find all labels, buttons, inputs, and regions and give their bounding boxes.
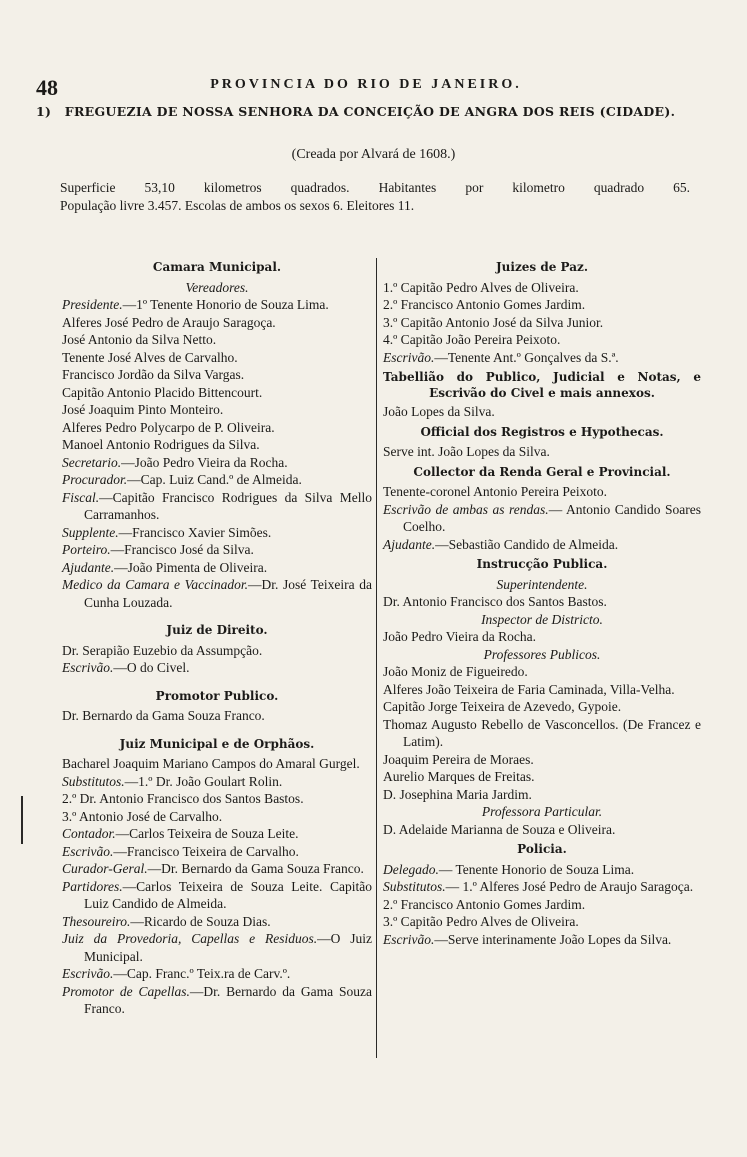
stats-line-1: Superficie 53,10 kilometros quadrados. Habitantes por kilometro quadrado 65. — [60, 180, 690, 195]
contador-entry — [62, 825, 372, 843]
substituto-2: 2.º Dr. Antonio Francisco dos Santos Bastos. — [62, 791, 304, 806]
professor-entry: Capitão Jorge Teixeira de Azevedo, Gypoie. — [383, 699, 622, 714]
vereador-entry: Francisco Jordão da Silva Vargas. — [62, 367, 245, 382]
section-title-text: FREGUEZIA DE NOSSA SENHORA DA CONCEIÇÃO DE ANGRA DOS REIS (CIDADE). — [64, 104, 676, 119]
substitutos-entry — [62, 773, 372, 791]
escrivao-label: Escrivão. — [62, 843, 114, 859]
provedoria-label: Juiz da Provedoria, Capellas e Residuos. — [62, 931, 318, 946]
camara-heading: Camara Municipal. — [152, 260, 282, 274]
collector-ajudante — [383, 536, 701, 554]
page-number: 48 — [36, 75, 58, 100]
juiz-municipal-entry: Bacharel Joaquim Mariano Campos do Amaral Gurgel. — [62, 756, 360, 771]
fiscal-entry — [62, 489, 372, 524]
thesoureiro-label: Thesoureiro. — [62, 913, 131, 929]
section-title — [36, 104, 696, 119]
substitutos-label: Substitutos. — [62, 773, 125, 789]
margin-mark — [21, 796, 23, 844]
policia-substituto-3: 3.º Capitão Pedro Alves de Oliveira. — [383, 914, 579, 929]
vereador-entry: José Joaquim Pinto Monteiro. — [62, 402, 224, 417]
secretario-entry — [62, 454, 372, 472]
column-divider — [376, 258, 377, 1058]
ajudante-label: Ajudante. — [62, 559, 115, 575]
collector-escrivao-value: — Antonio Candido Soares Coelho. — [403, 501, 701, 534]
policia-substitutos-label: Substitutos. — [383, 879, 446, 894]
professora-entry: D. Adelaide Marianna de Souza e Oliveira. — [383, 821, 616, 837]
professor-entry: João Moniz de Figueiredo. — [383, 664, 528, 679]
substituto-1: —1.º Dr. João Goulart Rolin. — [124, 773, 283, 789]
thesoureiro-value: —Ricardo de Souza Dias. — [130, 913, 271, 929]
supplente-label: Supplente. — [62, 524, 119, 540]
policia-heading: Policia. — [517, 842, 567, 856]
statistics — [60, 179, 690, 215]
juiz-direito-escrivao — [62, 659, 372, 677]
juiz-paz-entry: 1.º Capitão Pedro Alves de Oliveira. — [383, 279, 579, 295]
promotor-capellas-label: Promotor de Capellas. — [62, 983, 190, 999]
creation-note: (Creada por Alvará de 1608.) — [291, 147, 456, 162]
partidores-value: —Carlos Teixeira de Souza Leite. Capitão Luiz Candido de Almeida. — [84, 878, 372, 911]
medico-label: Medico da Camara e Vaccinador. — [62, 577, 249, 592]
escrivao2-value: —Cap. Franc.º Teix.ra de Carv.º. — [113, 966, 291, 981]
juizes-paz-heading: Juizes de Paz. — [495, 260, 588, 274]
collector-entry: Tenente-coronel Antonio Pereira Peixoto. — [383, 484, 607, 499]
thesoureiro-entry — [62, 913, 372, 931]
juizes-paz-escrivao — [383, 349, 701, 367]
juiz-municipal-heading: Juiz Municipal e de Orphãos. — [119, 736, 315, 751]
superintendente-entry: Dr. Antonio Francisco dos Santos Bastos. — [383, 594, 607, 609]
promotor-heading: Promotor Publico. — [155, 688, 279, 703]
fiscal-label: Fiscal. — [62, 489, 100, 505]
juiz-direito-heading: Juiz de Direito. — [166, 623, 268, 637]
policia-escrivao — [383, 931, 701, 949]
vereador-entry: Manoel Antonio Rodrigues da Silva. — [62, 437, 260, 452]
registros-heading: Official dos Registros e Hypothecas. — [420, 424, 664, 439]
vereador-entry: José Antonio da Silva Netto. — [62, 332, 217, 347]
left-column — [62, 256, 372, 1018]
policia-substitutos — [383, 878, 701, 896]
stats-line-2: População livre 3.457. Escolas de ambos os sexos 6. Eleitores 11. — [60, 198, 415, 213]
procurador-label: Procurador. — [62, 472, 128, 487]
secretario-label: Secretario. — [62, 454, 122, 470]
professores-label: Professores Publicos. — [483, 646, 601, 662]
tabelliao-heading: Tabellião do Publico, Judicial e Notas, e Escrivão do Civel e mais annexos. — [383, 370, 701, 400]
registros-entry: Serve int. João Lopes da Silva. — [383, 444, 550, 459]
escrivao-value: —Francisco Teixeira de Carvalho. — [113, 843, 299, 859]
juiz-paz-entry: 2.º Francisco Antonio Gomes Jardim. — [383, 297, 586, 312]
escrivao-value: —O do Civel. — [113, 660, 190, 675]
collector-ajudante-value: —Sebastião Candido de Almeida. — [435, 536, 619, 552]
curador-entry — [62, 860, 372, 878]
juiz-paz-entry: 3.º Capitão Antonio José da Silva Junior. — [383, 314, 604, 330]
promotor-capellas-value: —Dr. Bernardo da Gama Souza Franco. — [84, 983, 372, 1016]
tabelliao-entry: João Lopes da Silva. — [383, 404, 495, 419]
porteiro-entry — [62, 541, 372, 559]
medico-entry — [62, 576, 372, 611]
professor-entry: Aurelio Marques de Freitas. — [383, 769, 535, 784]
curador-label: Curador-Geral. — [62, 861, 148, 876]
policia-substituto-2: 2.º Francisco Antonio Gomes Jardim. — [383, 896, 586, 912]
professor-entry: D. Josephina Maria Jardim. — [383, 786, 532, 802]
fiscal-value: —Capitão Francisco Rodrigues da Silva Mello Carramanhos. — [84, 489, 372, 522]
presidente-entry — [62, 296, 372, 314]
partidores-label: Partidores. — [62, 878, 123, 894]
medico-value: —Dr. José Teixeira da Cunha Louzada. — [84, 577, 372, 610]
escrivao2-label: Escrivão. — [62, 966, 114, 981]
professor-entry: Alferes João Teixeira de Faria Caminada, Villa-Velha. — [383, 681, 675, 697]
presidente-label: Presidente. — [62, 297, 123, 312]
policia-escrivao-value: —Serve interinamente João Lopes da Silva. — [434, 931, 672, 947]
delegado-label: Delegado. — [383, 861, 439, 877]
policia-escrivao-label: Escrivão. — [383, 931, 435, 947]
vereador-entry: Tenente José Alves de Carvalho. — [62, 349, 238, 365]
vereador-entry: Alferes José Pedro de Araujo Saragoça. — [62, 314, 276, 330]
vereador-entry: Alferes Pedro Polycarpo de P. Oliveira. — [62, 419, 275, 435]
escrivao-value: —Tenente Ant.º Gonçalves da S.ª. — [434, 349, 619, 365]
juiz-direito-entry: Dr. Serapião Euzebio da Assumpção. — [62, 642, 263, 658]
right-column — [383, 256, 701, 948]
vereadores-subheading: Vereadores. — [185, 279, 249, 295]
collector-escrivao — [383, 501, 701, 536]
professor-entry: Joaquim Pereira de Moraes. — [383, 751, 534, 767]
juiz-paz-entry: 4.º Capitão João Pereira Peixoto. — [383, 332, 561, 347]
provedoria-entry — [62, 930, 372, 965]
escrivao-entry — [62, 843, 372, 861]
professor-entry: Thomaz Augusto Rebello de Vasconcellos. (De Francez e Latim). — [383, 716, 701, 749]
provedoria-value: —O Juiz Municipal. — [84, 931, 372, 964]
secretario-value: —João Pedro Vieira da Rocha. — [121, 454, 288, 470]
delegado-value: — Tenente Honorio de Souza Lima. — [438, 861, 635, 877]
instruccao-heading: Instrucção Publica. — [476, 557, 608, 571]
contador-value: —Carlos Teixeira de Souza Leite. — [115, 826, 299, 841]
procurador-value: —Cap. Luiz Cand.º de Almeida. — [127, 472, 302, 487]
ajudante-entry — [62, 559, 372, 577]
professora-label: Professora Particular. — [481, 804, 603, 819]
policia-substituto-1: — 1.º Alferes José Pedro de Araujo Saragoça. — [445, 879, 694, 894]
running-title: PROVINCIA DO RIO DE JANEIRO. — [210, 77, 522, 92]
escrivao-label: Escrivão. — [62, 660, 114, 675]
supplente-value: —Francisco Xavier Simões. — [118, 524, 272, 540]
escrivao-label: Escrivão. — [383, 349, 435, 365]
collector-heading: Collector da Renda Geral e Provincial. — [413, 464, 671, 479]
promotor-capellas-entry — [62, 983, 372, 1018]
promotor-entry: Dr. Bernardo da Gama Souza Franco. — [62, 708, 265, 723]
escrivao2-entry — [62, 965, 372, 983]
curador-value: —Dr. Bernardo da Gama Souza Franco. — [147, 861, 364, 876]
procurador-entry — [62, 471, 372, 489]
section-number: 1) — [36, 104, 52, 119]
running-header — [36, 75, 696, 99]
contador-label: Contador. — [62, 826, 116, 841]
porteiro-label: Porteiro. — [62, 542, 111, 557]
delegado-entry — [383, 861, 701, 879]
supplente-entry — [62, 524, 372, 542]
substituto-3: 3.º Antonio José de Carvalho. — [62, 808, 223, 824]
ajudante-value: —João Pimenta de Oliveira. — [114, 559, 268, 575]
inspector-entry: João Pedro Vieira da Rocha. — [383, 629, 537, 644]
collector-ajudante-label: Ajudante. — [383, 536, 436, 552]
collector-escrivao-label: Escrivão de ambas as rendas. — [383, 501, 549, 517]
vereador-entry: Capitão Antonio Placido Bittencourt. — [62, 384, 263, 400]
superintendente-label: Superintendente. — [496, 576, 588, 592]
inspector-label: Inspector de Districto. — [481, 611, 603, 627]
partidores-entry — [62, 878, 372, 913]
presidente-value: —1º Tenente Honorio de Souza Lima. — [122, 297, 329, 312]
porteiro-value: —Francisco José da Silva. — [110, 542, 254, 557]
